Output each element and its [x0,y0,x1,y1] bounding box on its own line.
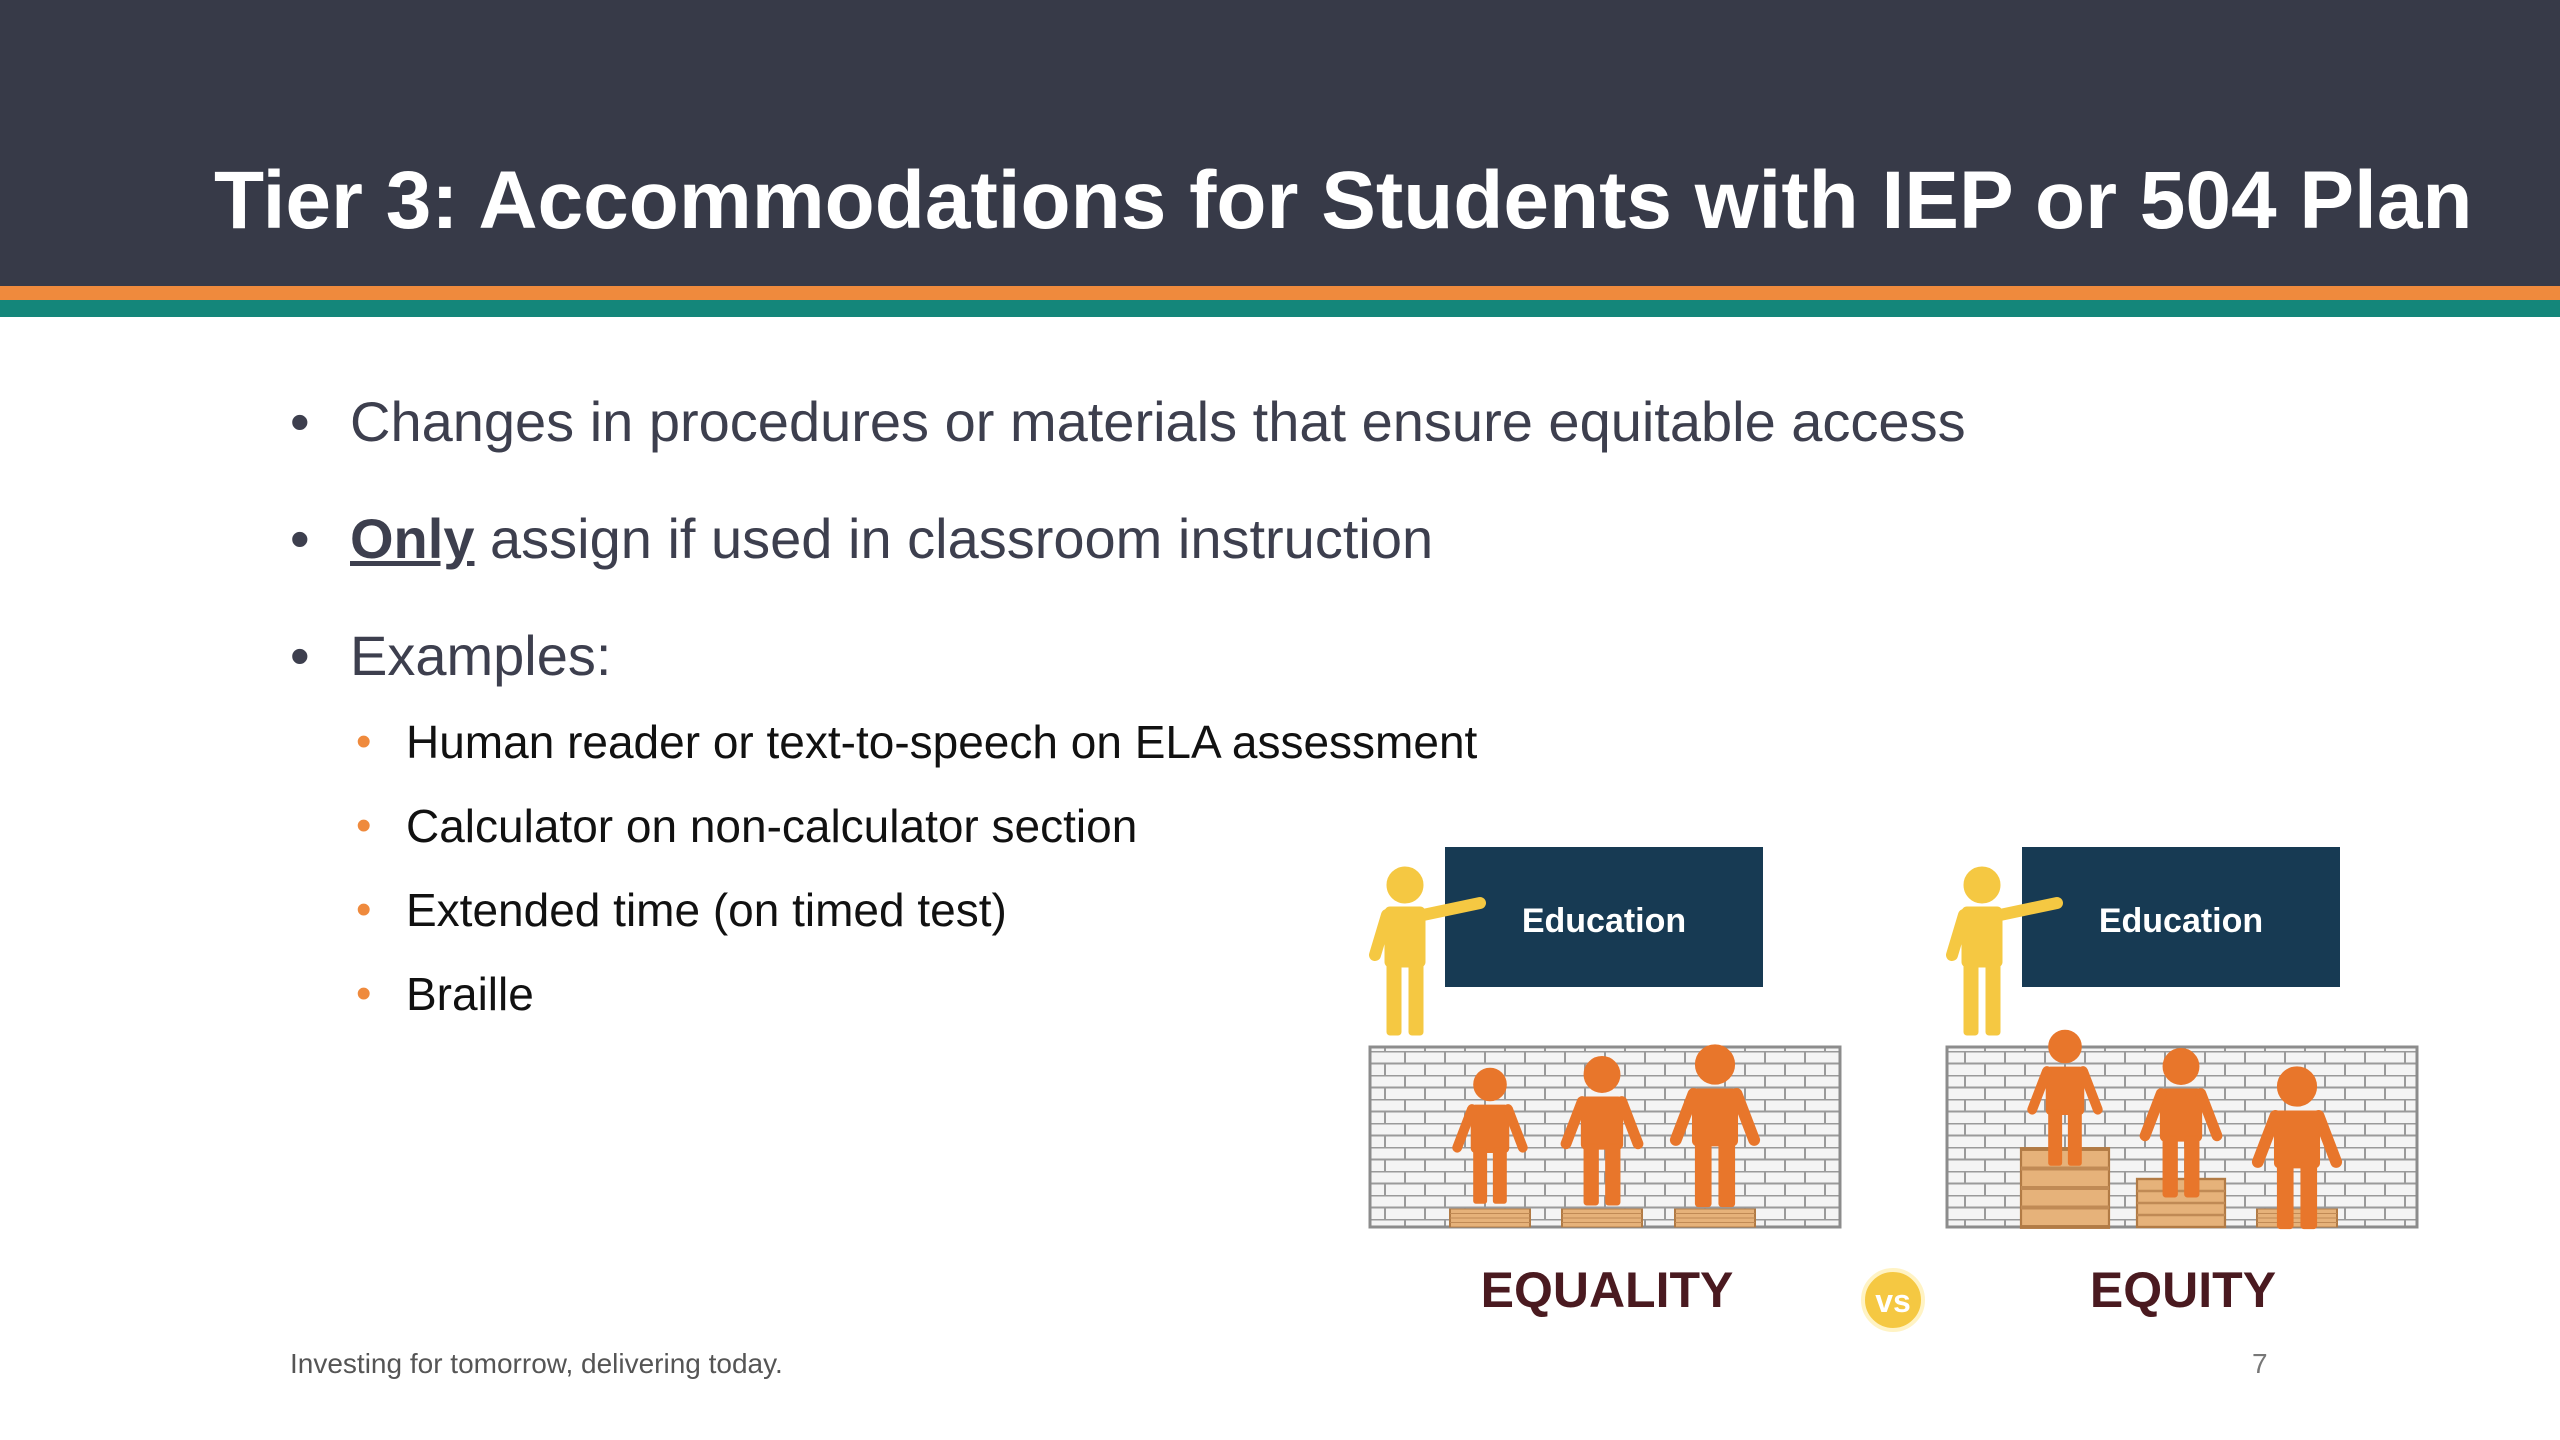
page-number: 7 [2252,1348,2268,1379]
example-text: Extended time (on timed test) [406,884,1007,936]
crate-icon [2137,1179,2225,1227]
bullet-text: Examples: [350,624,612,687]
vs-label: vs [1875,1283,1911,1319]
crate-icon [2257,1209,2337,1227]
bullet-item [290,386,2090,458]
footer-tagline: Investing for tomorrow, delivering today. [290,1348,783,1379]
sub-bullet-icon: • [356,801,372,850]
example-text: Calculator on non-calculator section [406,800,1138,852]
bullet-icon: • [290,390,310,453]
bullet-item [290,620,2090,692]
equity-caption: EQUITY [2089,1262,2277,1318]
sub-bullet-icon: • [356,969,372,1018]
vs-badge [1863,1270,1923,1330]
bullet-icon: • [290,507,310,570]
header-accent-orange [0,286,2560,300]
header-accent-teal [0,300,2560,317]
example-item [290,712,2090,772]
bullet-item [290,503,2090,575]
bullet-icon: • [290,624,310,687]
example-text: Braille [406,968,534,1020]
crate-icon [2021,1149,2109,1227]
bullet-text: assign if used in classroom instruction [474,507,1434,570]
slide-title: Tier 3: Accommodations for Students with IEP or 504 Plan [214,155,2473,246]
crate-icon [1675,1209,1755,1227]
example-text: Human reader or text-to-speech on ELA assessment [406,716,1478,768]
equality-vs-equity-illustration [1345,835,2435,1355]
equity-panel [1947,847,2417,1318]
bullet-text: Changes in procedures or materials that ensure equitable access [350,390,1966,453]
crate-icon [1562,1209,1642,1227]
bullet-emphasis: Only [350,507,475,570]
board-label-right: Education [2098,902,2264,940]
sub-bullet-icon: • [356,717,372,766]
equality-panel [1370,847,1840,1318]
board-label-left: Education [1521,902,1687,940]
sub-bullet-icon: • [356,885,372,934]
equality-caption: EQUALITY [1480,1262,1734,1318]
crate-icon [1450,1209,1530,1227]
